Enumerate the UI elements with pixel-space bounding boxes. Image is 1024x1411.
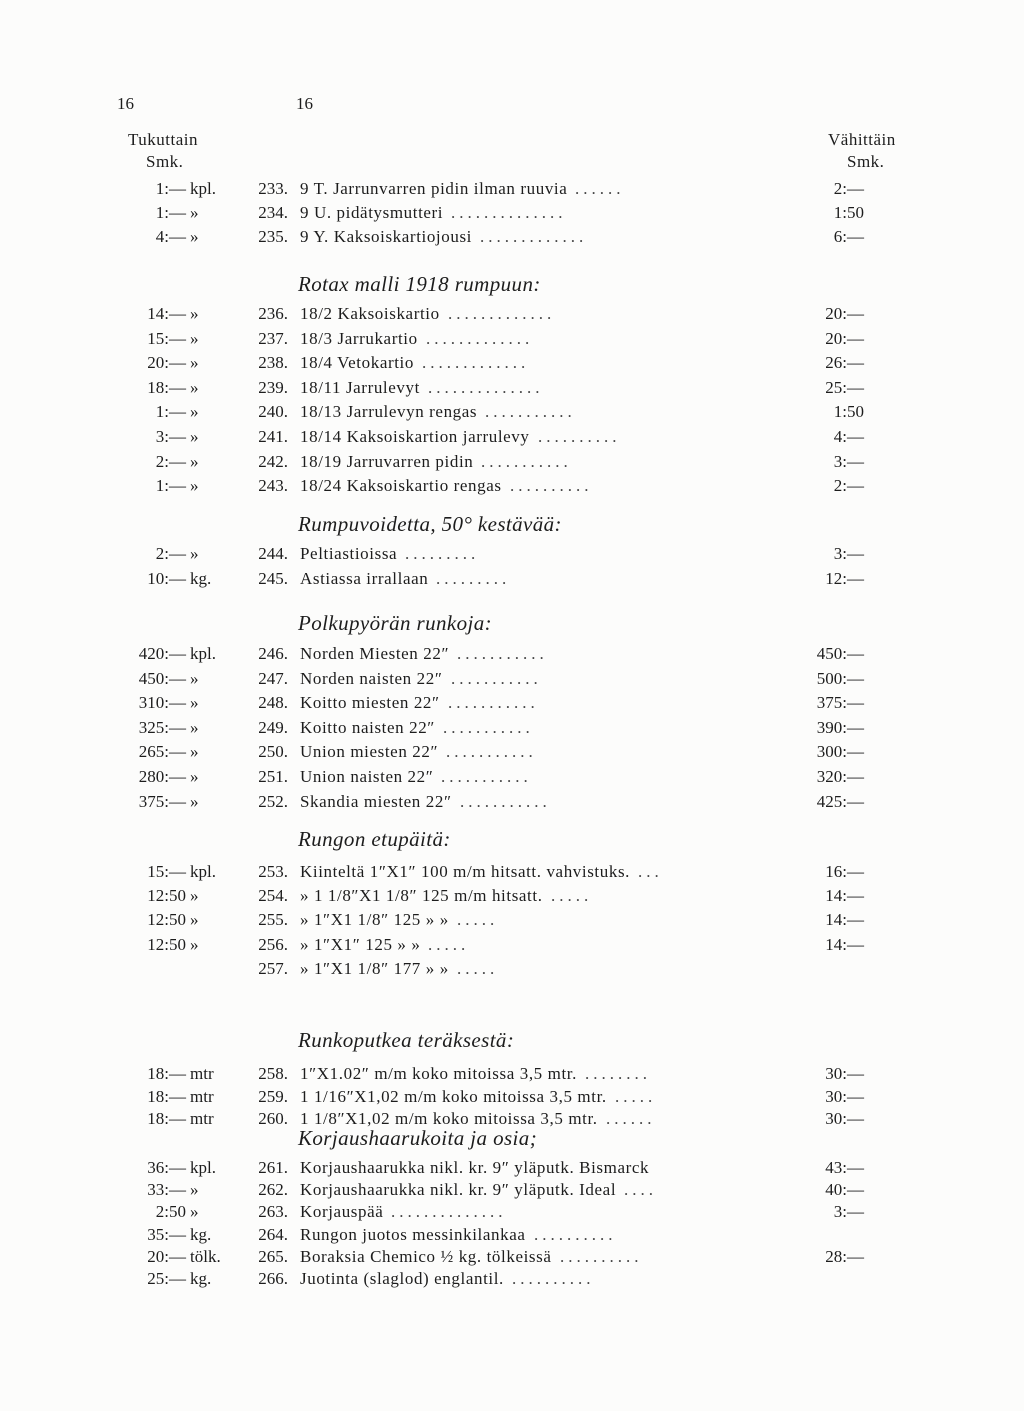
wholesale-price: 25:—: [147, 1269, 186, 1288]
leader-dots: .............: [448, 304, 556, 323]
retail-price: 30:—: [825, 1086, 864, 1106]
price-row: [0, 1156, 1024, 1180]
section-heading: Runkoputkea teräksestä:: [298, 1028, 515, 1052]
wholesale-price: 20:—: [147, 353, 186, 373]
price-row: [0, 884, 1024, 908]
item-number: 256.: [258, 934, 288, 954]
retail-price: 16:—: [825, 862, 864, 881]
wholesale-price: 36:—: [147, 1158, 186, 1177]
price-row: [0, 225, 1024, 249]
leader-dots: .........: [436, 569, 511, 588]
price-row: [0, 567, 1024, 591]
retail-heading: Vähittäin: [828, 130, 896, 149]
unit-label: »: [190, 353, 199, 373]
price-row: [0, 667, 1024, 691]
page-number-right: 16: [296, 94, 313, 113]
retail-price: 14:—: [825, 934, 864, 954]
wholesale-price: 1:—: [155, 476, 186, 496]
price-row: [0, 933, 1024, 957]
unit-label: »: [190, 742, 199, 762]
item-description: Korjaushaarukka nikl. kr. 9″ yläputk. Bismarck: [300, 1158, 650, 1177]
price-row: [0, 177, 1024, 201]
wholesale-price: 18:—: [147, 1064, 186, 1083]
wholesale-price: 420:—: [138, 644, 186, 663]
item-description: 1 1/8″X1,02 m/m koko mitoissa 3,5 mtr.: [300, 1109, 598, 1128]
wholesale-price: 1:—: [155, 203, 186, 222]
leader-dots: .............: [480, 227, 588, 246]
retail-price: 14:—: [825, 886, 864, 906]
retail-price: 1:50: [833, 402, 864, 422]
leader-dots: ...........: [460, 791, 551, 811]
wholesale-price: 10:—: [147, 569, 186, 588]
price-row: [0, 1223, 1024, 1247]
unit-label: »: [190, 427, 199, 446]
wholesale-heading: Tukuttain: [128, 130, 199, 149]
section-heading: Polkupyörän runkoja:: [298, 611, 493, 635]
item-description: 9 Y. Kaksoiskartiojousi: [300, 227, 472, 246]
price-row: [0, 1200, 1024, 1224]
leader-dots: ........: [585, 1064, 651, 1083]
leader-dots: ..............: [428, 377, 544, 397]
retail-price: 425:—: [816, 791, 864, 811]
price-row: [0, 1178, 1024, 1202]
price-row: [0, 790, 1024, 814]
page-number-left: 16: [117, 94, 134, 113]
price-row: [0, 1245, 1024, 1269]
unit-label: kpl.: [190, 1158, 216, 1177]
unit-label: tölk.: [190, 1246, 221, 1266]
wholesale-price: 2:—: [155, 451, 186, 471]
wholesale-unit: Smk.: [146, 152, 184, 171]
item-description: 18/2 Kaksoiskartio: [300, 304, 440, 323]
item-description: Kiinteltä 1″X1″ 100 m/m hitsatt. vahvistuks.: [300, 862, 631, 881]
item-description: 18/4 Vetokartio: [300, 353, 414, 373]
unit-label: »: [190, 668, 199, 688]
item-description: 1″X1.02″ m/m koko mitoissa 3,5 mtr.: [300, 1064, 577, 1083]
wholesale-price: 450:—: [138, 668, 186, 688]
section-heading: Rungon etupäitä:: [298, 827, 451, 851]
item-description: 18/11 Jarrulevyt: [300, 377, 420, 397]
retail-price: 20:—: [825, 304, 864, 323]
section-heading: Rotax malli 1918 rumpuun:: [298, 272, 541, 296]
leader-dots: .........: [405, 544, 480, 563]
item-number: 255.: [258, 910, 288, 930]
leader-dots: ..........: [512, 1269, 595, 1288]
item-number: 244.: [258, 544, 288, 563]
retail-price: 14:—: [825, 910, 864, 930]
item-description: 1 1/16″X1,02 m/m koko mitoissa 3,5 mtr.: [300, 1086, 607, 1106]
wholesale-price: 1:—: [155, 402, 186, 422]
item-description: Korjauspää: [300, 1202, 384, 1222]
item-description: 18/24 Kaksoiskartio rengas: [300, 476, 502, 496]
item-description: Koitto miesten 22″: [300, 693, 440, 713]
leader-dots: ...........: [457, 644, 548, 663]
item-description: Astiassa irrallaan: [300, 569, 429, 588]
item-number: 262.: [258, 1180, 288, 1200]
price-row: [0, 957, 1024, 981]
price-row: [0, 450, 1024, 474]
item-description: Korjaushaarukka nikl. kr. 9″ yläputk. Ideal: [300, 1180, 617, 1200]
price-row: [0, 400, 1024, 424]
retail-price: 1:50: [833, 203, 864, 222]
leader-dots: .....: [615, 1086, 657, 1106]
leader-dots: ......: [575, 179, 625, 198]
wholesale-price: 33:—: [147, 1180, 186, 1200]
price-row: [0, 691, 1024, 715]
leader-dots: ..........: [510, 476, 593, 496]
retail-price: 12:—: [825, 569, 864, 588]
item-number: 235.: [258, 227, 288, 246]
leader-dots: .....: [457, 958, 499, 978]
wholesale-price: 375:—: [138, 791, 186, 811]
item-number: 263.: [258, 1202, 288, 1222]
unit-label: »: [190, 717, 199, 737]
item-description: Skandia miesten 22″: [300, 791, 452, 811]
leader-dots: .....: [551, 886, 593, 906]
unit-label: kpl.: [190, 179, 216, 198]
leader-dots: ..............: [391, 1202, 507, 1222]
unit-label: »: [190, 693, 199, 713]
price-row: [0, 1085, 1024, 1109]
retail-price: 320:—: [816, 767, 864, 786]
item-number: 266.: [258, 1269, 288, 1288]
leader-dots: .....: [428, 934, 470, 954]
unit-label: kg.: [190, 1224, 212, 1244]
item-description: 9 U. pidätysmutteri: [300, 203, 444, 222]
item-number: 253.: [258, 862, 288, 881]
leader-dots: ...........: [485, 402, 576, 422]
price-row: [0, 425, 1024, 449]
wholesale-price: 15:—: [147, 328, 186, 348]
retail-price: 30:—: [825, 1109, 864, 1128]
item-number: 248.: [258, 693, 288, 713]
item-description: » 1 1/8″X1 1/8″ 125 m/m hitsatt.: [300, 886, 543, 906]
price-row: [0, 351, 1024, 375]
leader-dots: .....: [457, 910, 499, 930]
item-number: 252.: [258, 791, 288, 811]
item-description: 18/3 Jarrukartio: [300, 328, 418, 348]
price-row: [0, 1267, 1024, 1291]
item-number: 264.: [258, 1224, 288, 1244]
retail-price: 300:—: [816, 742, 864, 762]
retail-price: 43:—: [825, 1158, 864, 1177]
wholesale-price: 18:—: [147, 1086, 186, 1106]
price-row: [0, 327, 1024, 351]
wholesale-price: 3:—: [155, 427, 186, 446]
item-number: 237.: [258, 328, 288, 348]
item-description: » 1″X1 1/8″ 125 » »: [300, 910, 449, 930]
item-description: Norden Miesten 22″: [300, 644, 450, 663]
item-description: 18/13 Jarrulevyn rengas: [300, 402, 478, 422]
retail-price: 450:—: [816, 644, 864, 663]
wholesale-price: 20:—: [147, 1246, 186, 1266]
item-number: 249.: [258, 717, 288, 737]
item-number: 233.: [258, 179, 288, 198]
leader-dots: ...........: [443, 717, 534, 737]
wholesale-price: 18:—: [147, 1109, 186, 1128]
wholesale-price: 1:—: [155, 179, 186, 198]
leader-dots: ..............: [451, 203, 567, 222]
unit-label: kg.: [190, 1269, 212, 1288]
unit-label: »: [190, 791, 199, 811]
item-description: 18/14 Kaksoiskartion jarrulevy: [300, 427, 530, 446]
price-row: [0, 542, 1024, 566]
section-heading: Rumpuvoidetta, 50° kestävää:: [298, 512, 562, 536]
wholesale-price: 12:50: [147, 910, 186, 930]
unit-label: »: [190, 1180, 199, 1200]
item-description: » 1″X1 1/8″ 177 » »: [300, 958, 449, 978]
price-row: [0, 376, 1024, 400]
item-number: 258.: [258, 1064, 288, 1083]
retail-price: 26:—: [825, 353, 864, 373]
item-number: 257.: [258, 958, 288, 978]
wholesale-price: 265:—: [138, 742, 186, 762]
unit-label: »: [190, 451, 199, 471]
retail-price: 6:—: [833, 227, 864, 246]
unit-label: »: [190, 203, 199, 222]
item-description: Union miesten 22″: [300, 742, 439, 762]
retail-price: 2:—: [833, 179, 864, 198]
item-number: 245.: [258, 569, 288, 588]
leader-dots: ...: [638, 862, 663, 881]
wholesale-price: 4:—: [155, 227, 186, 246]
item-number: 236.: [258, 304, 288, 323]
unit-label: mtr: [190, 1109, 214, 1128]
retail-price: 3:—: [833, 451, 864, 471]
item-number: 246.: [258, 644, 288, 663]
item-description: » 1″X1″ 125 » »: [300, 934, 421, 954]
unit-label: kpl.: [190, 862, 216, 881]
leader-dots: ...........: [451, 668, 542, 688]
wholesale-price: 325:—: [138, 717, 186, 737]
unit-label: »: [190, 476, 199, 496]
unit-label: »: [190, 886, 199, 906]
wholesale-price: 280:—: [138, 767, 186, 786]
unit-label: »: [190, 328, 199, 348]
item-description: Union naisten 22″: [300, 767, 434, 786]
wholesale-price: 14:—: [147, 304, 186, 323]
leader-dots: ......: [606, 1109, 656, 1128]
section-heading: Korjaushaarukoita ja osia;: [298, 1126, 538, 1150]
item-number: 240.: [258, 402, 288, 422]
retail-price: 3:—: [833, 544, 864, 563]
retail-price: 28:—: [825, 1246, 864, 1266]
item-description: Norden naisten 22″: [300, 668, 443, 688]
item-number: 265.: [258, 1246, 288, 1266]
item-number: 239.: [258, 377, 288, 397]
retail-price: 4:—: [833, 427, 864, 446]
price-row: [0, 302, 1024, 326]
wholesale-price: 310:—: [138, 693, 186, 713]
wholesale-price: 35:—: [147, 1224, 186, 1244]
unit-label: »: [190, 910, 199, 930]
leader-dots: ...........: [446, 742, 537, 762]
wholesale-price: 18:—: [147, 377, 186, 397]
retail-price: 40:—: [825, 1180, 864, 1200]
price-row: [0, 908, 1024, 932]
unit-label: »: [190, 377, 199, 397]
unit-label: »: [190, 544, 199, 563]
retail-price: 500:—: [816, 668, 864, 688]
leader-dots: ...........: [481, 451, 572, 471]
item-number: 241.: [258, 427, 288, 446]
item-description: Boraksia Chemico ½ kg. tölkeissä: [300, 1246, 552, 1266]
leader-dots: ....: [624, 1180, 657, 1200]
unit-label: kg.: [190, 569, 212, 588]
leader-dots: .............: [426, 328, 534, 348]
price-row: [0, 765, 1024, 789]
item-description: 9 T. Jarrunvarren pidin ilman ruuvia: [300, 179, 568, 198]
leader-dots: ..........: [534, 1224, 617, 1244]
retail-price: 30:—: [825, 1064, 864, 1083]
retail-price: 375:—: [816, 693, 864, 713]
retail-price: 20:—: [825, 328, 864, 348]
leader-dots: ...........: [448, 693, 539, 713]
item-description: Rungon juotos messinkilankaa: [300, 1224, 526, 1244]
item-number: 250.: [258, 742, 288, 762]
retail-price: 25:—: [825, 377, 864, 397]
unit-label: mtr: [190, 1086, 214, 1106]
price-row: [0, 474, 1024, 498]
wholesale-price: 2:—: [155, 544, 186, 563]
unit-label: »: [190, 402, 199, 422]
item-number: 243.: [258, 476, 288, 496]
item-number: 260.: [258, 1109, 288, 1128]
item-number: 247.: [258, 668, 288, 688]
leader-dots: ..........: [538, 427, 621, 446]
unit-label: mtr: [190, 1064, 214, 1083]
wholesale-price: 12:50: [147, 934, 186, 954]
item-number: 242.: [258, 451, 288, 471]
leader-dots: ..........: [560, 1246, 643, 1266]
retail-price: 390:—: [816, 717, 864, 737]
leader-dots: ...........: [441, 767, 532, 786]
price-row: [0, 1062, 1024, 1086]
unit-label: »: [190, 767, 199, 786]
item-number: 251.: [258, 767, 288, 786]
leader-dots: .............: [422, 353, 530, 373]
wholesale-price: 15:—: [147, 862, 186, 881]
wholesale-price: 2:50: [155, 1202, 186, 1222]
price-row: [0, 201, 1024, 225]
price-row: [0, 642, 1024, 666]
item-description: Peltiastioissa: [300, 544, 398, 563]
item-description: 18/19 Jarruvarren pidin: [300, 451, 474, 471]
price-row: [0, 860, 1024, 884]
unit-label: »: [190, 227, 199, 246]
item-number: 234.: [258, 203, 288, 222]
item-number: 259.: [258, 1086, 288, 1106]
item-number: 261.: [258, 1158, 288, 1177]
item-description: Juotinta (slaglod) englantil.: [300, 1269, 504, 1288]
item-number: 254.: [258, 886, 288, 906]
item-number: 238.: [258, 353, 288, 373]
retail-price: 2:—: [833, 476, 864, 496]
wholesale-price: 12:50: [147, 886, 186, 906]
retail-price: 3:—: [833, 1202, 864, 1222]
unit-label: »: [190, 304, 199, 323]
retail-unit: Smk.: [847, 152, 885, 171]
unit-label: kpl.: [190, 644, 216, 663]
unit-label: »: [190, 934, 199, 954]
price-row: [0, 740, 1024, 764]
item-description: Koitto naisten 22″: [300, 717, 435, 737]
unit-label: »: [190, 1202, 199, 1222]
price-row: [0, 716, 1024, 740]
